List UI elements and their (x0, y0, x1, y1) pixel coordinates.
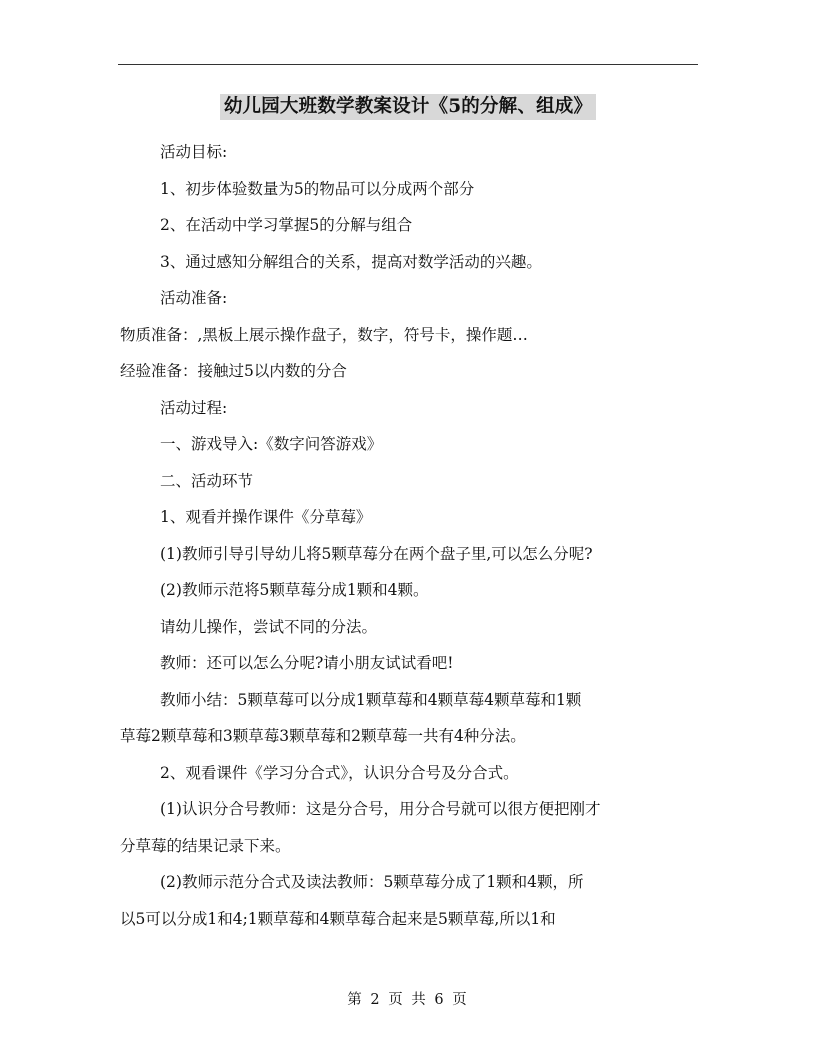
paragraph-line: 2、在活动中学习掌握5的分解与组合 (160, 216, 413, 234)
page-number-footer: 第 2 页 共 6 页 (347, 992, 469, 1008)
paragraph-line: 物质准备：,黑板上展示操作盘子，数字，符号卡，操作题… (120, 325, 528, 344)
paragraph-line: 请幼儿操作，尝试不同的分法。 (160, 617, 378, 636)
paragraph-line: 2、观看课件《学习分合式》，认识分合号及分合式。 (160, 763, 519, 782)
document-title: 幼儿园大班数学教案设计《5的分解、组成》 (220, 94, 596, 120)
paragraph-line: 分草莓的结果记录下来。 (120, 836, 291, 855)
paragraph-line: 1、观看并操作课件《分草莓》 (160, 508, 372, 526)
paragraph-line: (2)教师示范分合式及读法教师：5颗草莓分成了1颗和4颗，所 (160, 873, 584, 891)
paragraph-line: (1)认识分合号教师：这是分合号，用分合号就可以很方便把刚才 (160, 800, 601, 818)
header-rule (118, 64, 698, 65)
paragraph-line: 草莓2颗草莓和3颗草莓3颗草莓和2颗草莓一共有4种分法。 (120, 727, 526, 745)
paragraph-line: 教师：还可以怎么分呢?请小朋友试试看吧! (160, 654, 454, 672)
paragraph-line: 一、游戏导入:《数字问答游戏》 (160, 435, 383, 453)
section-heading-goals: 活动目标: (160, 143, 228, 161)
paragraph-line: 教师小结：5颗草莓可以分成1颗草莓和4颗草莓4颗草莓和1颗 (160, 690, 582, 709)
section-heading-preparation: 活动准备: (160, 289, 228, 307)
document-body (120, 134, 700, 937)
paragraph-line: 以5可以分成1和4;1颗草莓和4颗草莓合起来是5颗草莓,所以1和 (120, 909, 556, 928)
paragraph-line: 经验准备：接触过5以内数的分合 (120, 362, 347, 380)
section-heading-process: 活动过程: (160, 398, 228, 417)
paragraph-line: 1、初步体验数量为5的物品可以分成两个部分 (160, 179, 475, 198)
paragraph-line: (1)教师引导引导幼儿将5颗草莓分在两个盘子里,可以怎么分呢? (160, 544, 593, 563)
paragraph-line: (2)教师示范将5颗草莓分成1颗和4颗。 (160, 581, 429, 599)
paragraph-line: 二、活动环节 (160, 471, 254, 490)
paragraph-line: 3、通过感知分解组合的关系，提高对数学活动的兴趣。 (160, 252, 542, 271)
title-container (0, 94, 816, 120)
